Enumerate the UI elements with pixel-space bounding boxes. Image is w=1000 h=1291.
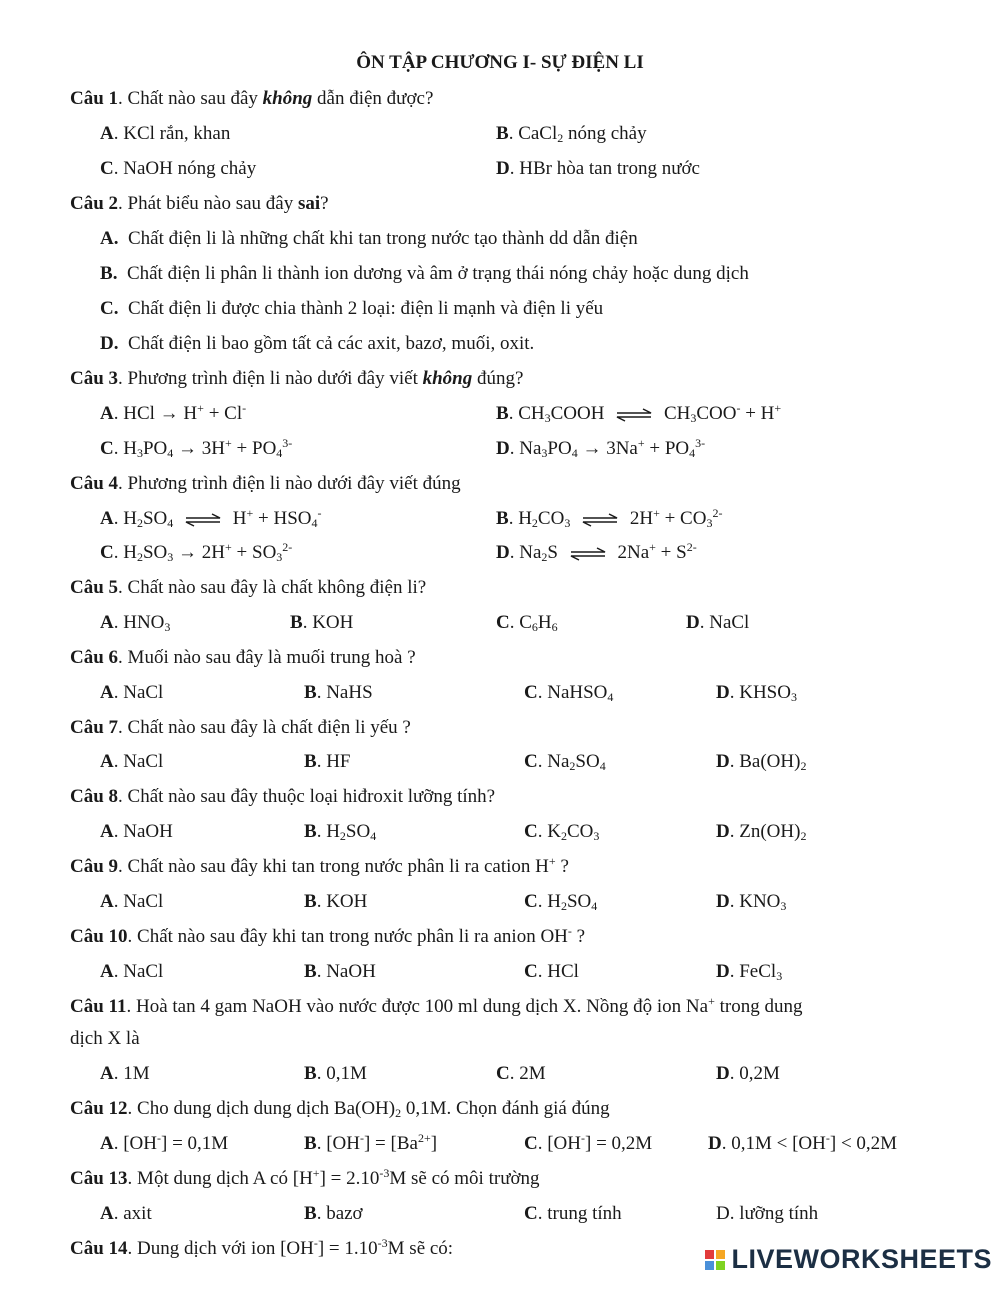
option-letter: B xyxy=(100,263,113,284)
subscript: 2 xyxy=(800,759,807,773)
option-letter: C xyxy=(496,1063,510,1084)
q13-option-d[interactable]: D. lưỡng tính xyxy=(716,1203,819,1224)
question-number: Câu 12 xyxy=(70,1098,128,1119)
question-number: Câu 2 xyxy=(70,193,119,214)
logo-text: LIVEWORKSHEETS xyxy=(731,1244,992,1274)
option-letter: A xyxy=(100,403,114,424)
question-number: Câu 1 xyxy=(70,88,119,109)
subscript: 3 xyxy=(790,690,797,704)
option-letter: B xyxy=(304,1133,317,1154)
question-number: Câu 6 xyxy=(70,647,119,668)
option-letter: C xyxy=(100,438,114,459)
option-letter: B xyxy=(304,891,317,912)
option-letter: D xyxy=(686,612,700,633)
question-text: 0,1M. Chọn đánh giá đúng xyxy=(401,1098,610,1119)
option-text: KOH xyxy=(312,612,354,633)
subscript: 3 xyxy=(776,969,783,983)
option-letter: C xyxy=(496,612,510,633)
question-6 xyxy=(70,648,416,667)
option-letter: C xyxy=(100,542,114,563)
option-text: NaOH nóng chảy xyxy=(123,158,257,179)
option-text: NaCl xyxy=(123,682,164,703)
equilibrium-arrow-icon xyxy=(581,513,619,527)
option-letter: D xyxy=(716,682,730,703)
question-number: Câu 9 xyxy=(70,856,119,877)
option-text: Chất điện li được chia thành 2 loại: điện li mạnh và điện li yếu xyxy=(127,298,604,319)
option-letter: D xyxy=(716,821,730,842)
question-13 xyxy=(70,1166,540,1189)
liveworksheets-logo[interactable] xyxy=(705,1246,992,1273)
option-letter: D xyxy=(716,751,730,772)
q9-option-a[interactable]: A. NaCl xyxy=(100,891,164,912)
question-11-continued xyxy=(70,1029,140,1048)
option-text: Ba(OH) xyxy=(739,751,801,772)
option-letter: B xyxy=(304,682,317,703)
question-14 xyxy=(70,1236,454,1259)
q12-option-a[interactable]: A. [OH-] = 0,1M xyxy=(100,1131,229,1154)
option-text: H xyxy=(547,891,561,912)
option-letter: C xyxy=(524,1203,538,1224)
subscript: 4 xyxy=(607,690,614,704)
q13-option-a[interactable]: A. axit xyxy=(100,1203,152,1224)
q8-option-b[interactable]: B. $H_2SO_4$ xyxy=(304,821,377,843)
q2-option-a[interactable]: A. Chất điện li là những chất khi tan trong nước tạo thành dd dẫn điện xyxy=(100,228,638,249)
option-letter: A xyxy=(100,228,114,249)
q9-option-b[interactable]: B. KOH xyxy=(304,891,368,912)
q6-option-c[interactable]: C. NaHSO$_4$ xyxy=(524,682,614,704)
q8-option-a[interactable]: A. NaOH xyxy=(100,821,173,842)
q9-option-d[interactable]: D. $KNO_3$ xyxy=(716,891,787,913)
q10-option-a[interactable]: A. NaCl xyxy=(100,961,164,982)
q3-option-b[interactable]: B. $CH_3COOH$ $CH_3COO^- + H^+$ xyxy=(496,401,782,425)
option-text: CaCl xyxy=(518,123,558,144)
question-text: dịch X là xyxy=(70,1028,140,1049)
emphasis: không xyxy=(422,368,473,389)
option-letter: B xyxy=(304,751,317,772)
question-text: . Chất nào sau đây khi tan trong nước phân li ra anion OH xyxy=(127,926,568,947)
q4-option-a[interactable]: A. $H_2SO_4$ $H^+ + HSO_4^-$ xyxy=(100,506,322,530)
question-number: Câu 3 xyxy=(70,368,119,389)
option-letter: A xyxy=(100,1203,114,1224)
q9-option-c[interactable]: C. $H_2SO_4$ xyxy=(524,891,598,913)
question-text: . Phát biểu nào sau đây xyxy=(118,193,298,214)
question-number: Câu 10 xyxy=(70,926,128,947)
subscript: 3 xyxy=(593,829,600,843)
option-text: 2M xyxy=(519,1063,546,1084)
question-12 xyxy=(70,1099,610,1118)
question-4 xyxy=(70,474,461,493)
question-5 xyxy=(70,578,426,597)
question-text: . Chất nào sau đây thuộc loại hiđroxit lưỡng tính? xyxy=(118,786,496,807)
question-number: Câu 14 xyxy=(70,1238,128,1259)
option-letter: B xyxy=(496,123,509,144)
q5-option-b[interactable]: B. KOH xyxy=(290,612,354,633)
equilibrium-arrow-icon xyxy=(569,547,607,561)
option-text: nóng chảy xyxy=(563,123,647,144)
question-text: . Chất nào sau đây là chất điện li yếu ? xyxy=(118,717,411,738)
question-text: . Chất nào sau đây xyxy=(118,88,263,109)
option-letter: C xyxy=(524,821,538,842)
question-text: . Muối nào sau đây là muối trung hoà ? xyxy=(118,647,416,668)
option-text: Chất điện li là những chất khi tan trong nước tạo thành dd dẫn điện xyxy=(127,228,638,249)
question-text: ? xyxy=(320,193,329,214)
q6-option-b[interactable]: B. NaHS xyxy=(304,682,373,703)
option-letter: A xyxy=(100,612,114,633)
arrow-icon: → xyxy=(159,403,179,424)
question-9 xyxy=(70,854,569,877)
option-text: bazơ xyxy=(326,1203,363,1224)
q2-option-c[interactable]: C. Chất điện li được chia thành 2 loại: điện li mạnh và điện li yếu xyxy=(100,298,604,319)
logo-icon xyxy=(705,1250,725,1270)
option-letter: A xyxy=(100,821,114,842)
question-number: Câu 13 xyxy=(70,1168,128,1189)
q1-option-a[interactable]: A. KCl rắn, khan xyxy=(100,123,231,144)
question-text: ] = 1.10 xyxy=(317,1238,378,1259)
option-text: SO xyxy=(566,891,592,912)
option-text: KOH xyxy=(326,891,368,912)
subscript: 2 xyxy=(569,759,576,773)
option-letter: A xyxy=(100,1063,114,1084)
question-text: . Cho dung dịch dung dịch Ba(OH) xyxy=(127,1098,396,1119)
subscript: 2 xyxy=(339,829,346,843)
question-text: . Chất nào sau đây khi tan trong nước phân li ra cation H xyxy=(118,856,549,877)
option-text: KCl rắn, khan xyxy=(123,123,231,144)
option-letter: A xyxy=(100,751,114,772)
subscript: 6 xyxy=(531,620,538,634)
option-letter: C xyxy=(524,1133,538,1154)
option-text: CO xyxy=(566,821,594,842)
question-text: . Chất nào sau đây là chất không điện li? xyxy=(118,577,427,598)
q10-option-b[interactable]: B. NaOH xyxy=(304,961,376,982)
q5-option-a[interactable]: A. $HNO_3$ xyxy=(100,612,171,634)
q13-option-c[interactable]: C. trung tính xyxy=(524,1203,622,1224)
subscript: 6 xyxy=(551,620,558,634)
question-number: Câu 8 xyxy=(70,786,119,807)
q1-option-b[interactable]: B. CaCl$_2$ nóng chảy xyxy=(496,123,647,145)
q11-option-c[interactable]: C. 2M xyxy=(496,1063,546,1084)
option-text: FeCl xyxy=(739,961,777,982)
option-letter: D xyxy=(496,542,510,563)
option-letter: B xyxy=(304,1203,317,1224)
q1-option-c[interactable]: C. NaOH nóng chảy xyxy=(100,158,257,179)
question-8 xyxy=(70,787,495,806)
q7-option-c[interactable]: C. $Na_2SO_4$ xyxy=(524,751,606,773)
q7-option-a[interactable]: A. NaCl xyxy=(100,751,164,772)
superscript: + xyxy=(312,1166,320,1180)
subscript: 4 xyxy=(370,829,377,843)
question-text: . Một dung dịch A có [H xyxy=(127,1168,313,1189)
question-2 xyxy=(70,194,329,213)
option-letter: B xyxy=(304,821,317,842)
question-text: M sẽ có môi trường xyxy=(389,1168,540,1189)
q12-option-d[interactable]: D. 0,1M < [OH-] < 0,2M xyxy=(708,1131,898,1154)
option-text: Chất điện li bao gồm tất cả các axit, bazơ, muối, oxit. xyxy=(127,333,535,354)
option-letter: D xyxy=(496,158,510,179)
option-text: SO xyxy=(345,821,371,842)
option-text: NaCl xyxy=(123,891,164,912)
question-text: . Phương trình điện li nào dưới đây viết đúng xyxy=(118,473,461,494)
q1-option-d[interactable]: D. HBr hòa tan trong nước xyxy=(496,158,700,179)
option-text: K xyxy=(547,821,561,842)
superscript: -3 xyxy=(379,1166,390,1180)
q5-option-d[interactable]: D. NaCl xyxy=(686,612,750,633)
subscript: 4 xyxy=(591,899,598,913)
option-letter: C xyxy=(524,891,538,912)
option-letter: D xyxy=(496,438,510,459)
option-text: H xyxy=(326,821,340,842)
option-letter: C xyxy=(524,961,538,982)
option-letter: B xyxy=(290,612,303,633)
question-10 xyxy=(70,924,586,947)
subscript: 2 xyxy=(557,131,564,145)
question-number: Câu 4 xyxy=(70,473,119,494)
option-letter: D xyxy=(708,1133,722,1154)
question-1 xyxy=(70,89,433,108)
question-text: ? xyxy=(555,856,569,877)
option-text: KHSO xyxy=(739,682,791,703)
subscript: 2 xyxy=(560,829,567,843)
q2-option-b[interactable]: B. Chất điện li phân li thành ion dương và âm ở trạng thái nóng chảy hoặc dung dịch xyxy=(100,263,749,284)
option-text: SO xyxy=(575,751,600,772)
subscript: 3 xyxy=(780,899,787,913)
equilibrium-arrow-icon xyxy=(184,513,222,527)
q2-option-d[interactable]: D. Chất điện li bao gồm tất cả các axit, bazơ, muối, oxit. xyxy=(100,333,535,354)
question-text: . Dung dịch với ion [OH xyxy=(127,1238,314,1259)
q10-option-c[interactable]: C. HCl xyxy=(524,961,579,982)
option-letter: B xyxy=(304,961,317,982)
option-letter: D xyxy=(100,333,114,354)
option-letter: C xyxy=(100,158,114,179)
question-text: đúng? xyxy=(472,368,524,389)
equilibrium-arrow-icon xyxy=(615,408,653,422)
q3-option-d[interactable]: D. $Na_3PO_4 \to 3Na^+ + PO_4^{3-}$ xyxy=(496,436,706,460)
q3-option-a[interactable]: A. HCl → H+ + Cl- xyxy=(100,401,247,424)
option-letter: D xyxy=(716,1203,730,1224)
option-text: NaOH xyxy=(326,961,376,982)
superscript: - xyxy=(313,1236,318,1250)
option-text: Zn(OH) xyxy=(739,821,801,842)
q11-option-b[interactable]: B. 0,1M xyxy=(304,1063,367,1084)
question-text: dẫn điện được? xyxy=(312,88,434,109)
subscript: 3 xyxy=(164,620,171,634)
question-7 xyxy=(70,718,411,737)
option-letter: C xyxy=(100,298,114,319)
superscript: + xyxy=(548,854,556,868)
option-text: 1M xyxy=(123,1063,150,1084)
q6-option-d[interactable]: D. $KHSO_3$ xyxy=(716,682,797,704)
option-letter: A xyxy=(100,123,114,144)
option-letter: D xyxy=(716,961,730,982)
question-text: . Phương trình điện li nào dưới đây viết xyxy=(118,368,423,389)
arrow-icon: → xyxy=(178,438,198,459)
option-text: HNO xyxy=(123,612,165,633)
option-text: HCl xyxy=(547,961,579,982)
q5-option-c[interactable]: C. $C_6H_6$ xyxy=(496,612,558,634)
subscript: 2 xyxy=(395,1106,402,1120)
option-letter: D xyxy=(716,1063,730,1084)
option-letter: B xyxy=(304,1063,317,1084)
option-text: KNO xyxy=(739,891,781,912)
option-text: HBr hòa tan trong nước xyxy=(519,158,700,179)
option-letter: C xyxy=(524,751,538,772)
subscript: 2 xyxy=(560,899,567,913)
option-text: NaHS xyxy=(326,682,373,703)
option-text: Na xyxy=(547,751,570,772)
q12-option-c[interactable]: C. [OH-] = 0,2M xyxy=(524,1131,653,1154)
question-text: M sẽ có: xyxy=(387,1238,454,1259)
option-letter: A xyxy=(100,961,114,982)
option-text: NaHSO xyxy=(547,682,608,703)
option-text: lưỡng tính xyxy=(739,1203,819,1224)
option-text: H xyxy=(537,612,552,633)
subscript: 4 xyxy=(599,759,606,773)
option-text: 0,1M xyxy=(326,1063,367,1084)
option-text: NaCl xyxy=(123,961,164,982)
option-text: Chất điện li phân li thành ion dương và âm ở trạng thái nóng chảy hoặc dung dịch xyxy=(126,263,749,284)
question-text: . Hoà tan 4 gam NaOH vào nước được 100 ml dung dịch X. Nồng độ ion Na xyxy=(126,996,709,1017)
option-letter: B xyxy=(496,508,509,529)
q12-option-b[interactable]: B. $[OH^-] = [Ba^{2+}]$ xyxy=(304,1131,438,1154)
superscript: - xyxy=(567,924,572,938)
q13-option-b[interactable]: B. bazơ xyxy=(304,1203,363,1224)
q3-option-c[interactable]: C. $H_3PO_4 \to 3H^+ + PO_4^{3-}$ xyxy=(100,436,293,460)
option-text: NaCl xyxy=(709,612,750,633)
option-letter: A xyxy=(100,1133,114,1154)
question-number: Câu 11 xyxy=(70,996,127,1017)
option-letter: C xyxy=(524,682,538,703)
page-title: ÔN TẬP CHƯƠNG I- SỰ ĐIỆN LI xyxy=(356,52,644,73)
q10-option-d[interactable]: D. FeCl$_3$ xyxy=(716,961,783,983)
arrow-icon: → xyxy=(178,542,198,563)
option-letter: A xyxy=(100,891,114,912)
question-11 xyxy=(70,994,803,1017)
q7-option-b[interactable]: B. HF xyxy=(304,751,351,772)
q4-option-b[interactable]: B. $H_2CO_3$ $2H^+ + CO_3^{2-}$ xyxy=(496,506,723,530)
option-text: HF xyxy=(326,751,351,772)
option-text: 0,2M xyxy=(739,1063,780,1084)
emphasis: sai xyxy=(297,193,321,214)
option-letter: D xyxy=(716,891,730,912)
q4-option-d[interactable]: D. $Na_2S$ $2Na^+ + S^{2-}$ xyxy=(496,540,697,564)
question-text: trong dung xyxy=(714,996,803,1017)
option-letter: A xyxy=(100,682,114,703)
q8-option-d[interactable]: D. $Zn(OH)_2$ xyxy=(716,821,807,843)
q8-option-c[interactable]: C. $K_2CO_3$ xyxy=(524,821,600,843)
option-text: NaCl xyxy=(123,751,164,772)
option-letter: A xyxy=(100,508,114,529)
arrow-icon: → xyxy=(582,438,602,459)
question-number: Câu 7 xyxy=(70,717,119,738)
q11-option-d[interactable]: D. 0,2M xyxy=(716,1063,780,1084)
q7-option-d[interactable]: D. $Ba(OH)_2$ xyxy=(716,751,807,773)
option-text: axit xyxy=(123,1203,152,1224)
option-text: C xyxy=(519,612,532,633)
q6-option-a[interactable]: A. NaCl xyxy=(100,682,164,703)
option-letter: B xyxy=(496,403,509,424)
superscript: -3 xyxy=(377,1236,388,1250)
emphasis: không xyxy=(262,88,313,109)
subscript: 2 xyxy=(800,829,807,843)
question-number: Câu 5 xyxy=(70,577,119,598)
option-text: trung tính xyxy=(547,1203,622,1224)
option-text: NaOH xyxy=(123,821,173,842)
question-3 xyxy=(70,369,523,388)
q4-option-c[interactable]: C. $H_2SO_3 \to 2H^+ + SO_3^{2-}$ xyxy=(100,540,293,564)
question-text: ? xyxy=(571,926,586,947)
question-text: ] = 2.10 xyxy=(319,1168,380,1189)
q11-option-a[interactable]: A. 1M xyxy=(100,1063,150,1084)
superscript: + xyxy=(708,994,715,1008)
